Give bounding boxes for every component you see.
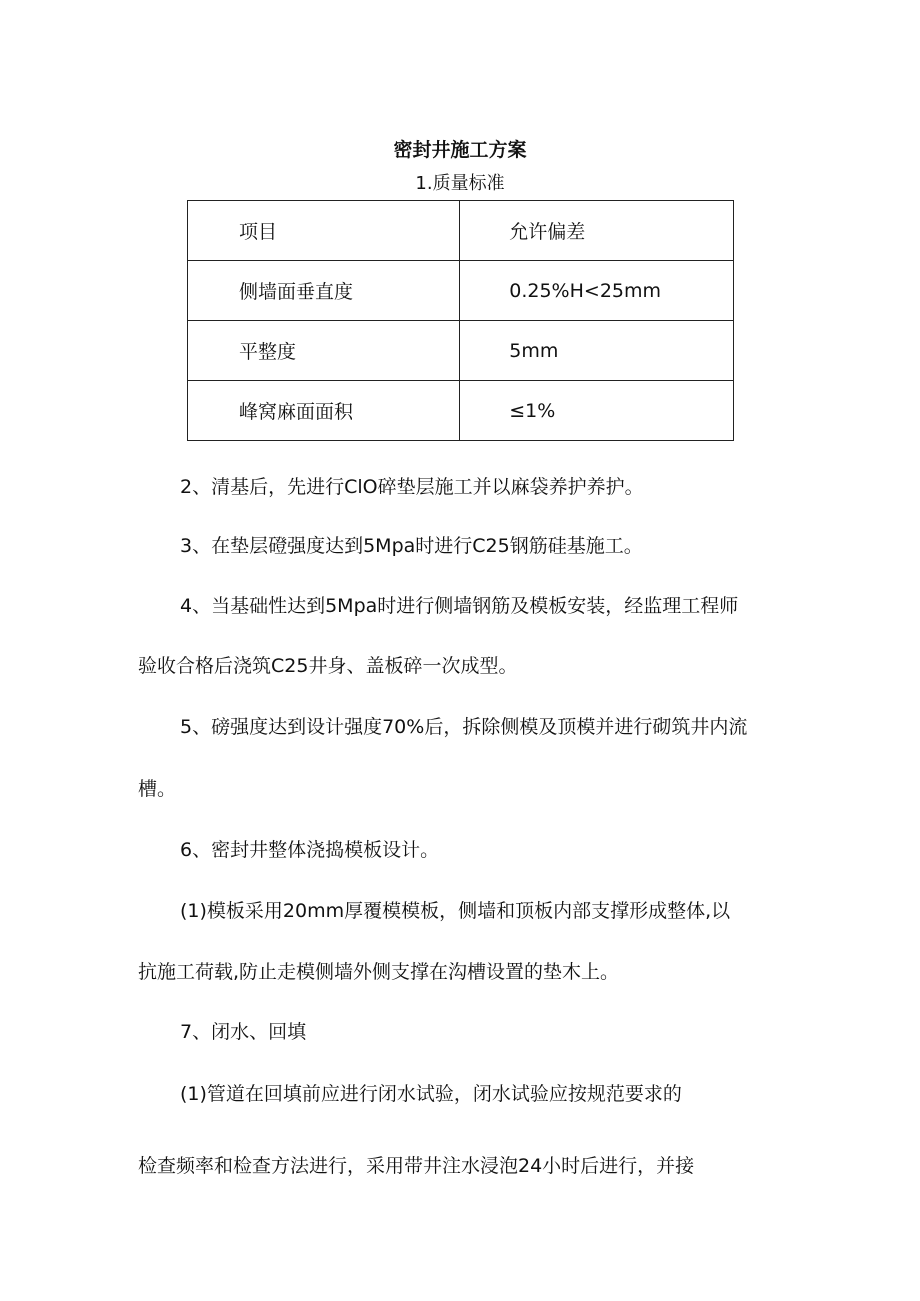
table-row [188, 381, 734, 441]
table-row [188, 321, 734, 381]
table-cell: 峰窝麻面面积 [188, 381, 460, 441]
paragraph-line: (1)管道在回填前应进行闭水试验，闭水试验应按规范要求的 [180, 1083, 682, 1105]
table-cell: 项目 [188, 201, 460, 261]
table-row [188, 261, 734, 321]
paragraph-line: 抗施工荷载,防止走模侧墙外侧支撑在沟槽设置的垫木上。 [138, 961, 620, 983]
table-cell: 侧墙面垂直度 [188, 261, 460, 321]
paragraph-line: 槽。 [138, 778, 177, 800]
table-cell: 5mm [460, 321, 734, 381]
paragraph-line: 5、磅强度达到设计强度70%后，拆除侧模及顶模并进行砌筑井内流 [180, 716, 748, 738]
paragraph-line: 2、清基后，先进行ClO碎垫层施工并以麻袋养护养护。 [180, 476, 644, 498]
paragraph-line: 4、当基础性达到5Mpa时进行侧墙钢筋及模板安装，经监理工程师 [180, 595, 739, 617]
quality-standard-table [187, 200, 734, 441]
paragraph-line: 检查频率和检查方法进行，采用带井注水浸泡24小时后进行，并接 [138, 1155, 695, 1177]
table-cell: ≤1% [460, 381, 734, 441]
paragraph-line: (1)模板采用20mm厚覆模模板，侧墙和顶板内部支撑形成整体,以 [180, 900, 731, 922]
document-title: 密封井施工方案 [393, 139, 527, 161]
paragraph-line: 7、闭水、回填 [180, 1021, 307, 1043]
paragraph-line: 6、密封井整体浇捣模板设计。 [180, 839, 440, 861]
table-row [188, 201, 734, 261]
section-heading-quality: 1.质量标准 [415, 173, 505, 194]
table-cell: 允许偏差 [460, 201, 734, 261]
table-cell: 平整度 [188, 321, 460, 381]
paragraph-line: 3、在垫层磴强度达到5Mpa时进行C25钢筋硅基施工。 [180, 535, 643, 557]
paragraph-line: 验收合格后浇筑C25井身、盖板碎一次成型。 [138, 655, 518, 677]
table-cell: 0.25%H<25mm [460, 261, 734, 321]
